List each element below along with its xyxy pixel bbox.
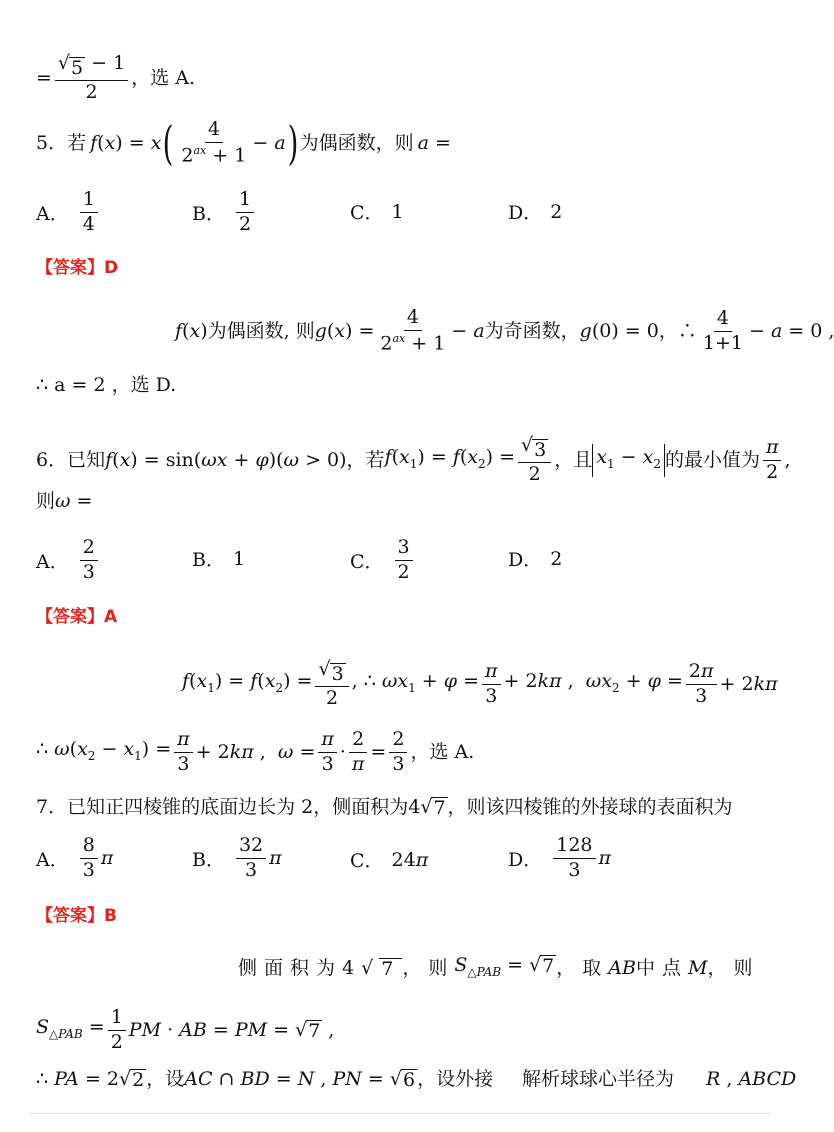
option-d[interactable]: D． 2 <box>508 200 563 224</box>
option-c[interactable]: C． 1 <box>350 200 404 224</box>
solution-7-line-3: ∴ PA = 2 √ 2 ，设 AC ∩ BD = N , PN = √ 6 ，设外接 解析球球心半径为 R , ABCD <box>36 1068 797 1091</box>
question-5-stem: 5． 若 f(x) = x ( $\frac{4}{2^{ax} + 1}$ − a ) 为偶函数，则 a = <box>36 116 451 171</box>
solution-5-line-1: f(x) 为偶函数, 则 g(x) = $\frac{4}{2^{ax} + 1}$ − a 为奇函数， g(0) = 0 ，∴ $\frac{4}{1+1}$ − a = 0 , <box>175 306 834 355</box>
solution-7-line-1: 侧面积为 4 √ 7 ，则 $S_{\triangle PAB}$ = √ 7 ，取 AB 中点 M ，则 <box>238 954 760 981</box>
option-a[interactable]: A． $\frac{8}{3}$ π <box>36 834 114 881</box>
solution-6-line-2: ∴ $\omega(x_2 - x_1)$ = $\frac{\pi}{3}$ + 2kπ , ω = $\frac{\pi}{3}$ · $\frac{2}{\pi}$ = $\frac{2}{3}$ ，选 A. <box>36 728 475 775</box>
solution-6-line-1: $f(x_1) = f(x_2)$ = √ 3 2 , ∴ $\omega x_1 + \varphi$ = $\frac{\pi}{3}$ + 2kπ , $\omega x_2 + \varphi$ = $\frac{2\pi}{3}$ + 2kπ <box>182 658 778 709</box>
question-6-stem-cont: 则 ω = <box>36 490 93 512</box>
option-a[interactable]: A． $\frac{1}{4}$ <box>36 190 101 235</box>
answer-badge-6: 【答案】A <box>36 607 118 627</box>
option-d[interactable]: D． $\frac{128}{3}$ π <box>508 834 611 881</box>
prev-answer-tail: = √ 5 − 1 2 ，选 A. <box>36 52 196 103</box>
question-7-stem: 7． 已知正四棱锥的底面边长为 2，侧面积为 4 √ 7 ，则该四棱锥的外接球的表面积为 <box>36 796 733 819</box>
solution-5-line-2: ∴ a = 2 ，选 D. <box>36 374 177 396</box>
answer-badge-7: 【答案】B <box>36 906 117 926</box>
option-b[interactable]: B． 1 <box>192 547 246 571</box>
question-6-stem: 6． 已知 f(x) = sin(ωx + φ)(ω > 0) ，若 $f(x_1) = f(x_2)$ = √ 3 2 ，且 $x_1 - x_2$ 的最小值为 $\frac{\pi}{2}$ , <box>36 434 791 485</box>
option-c[interactable]: C． 24 π <box>350 848 429 872</box>
option-d[interactable]: D． 2 <box>508 547 563 571</box>
option-b[interactable]: B． $\frac{32}{3}$ π <box>192 834 282 881</box>
option-b[interactable]: B． $\frac{1}{2}$ <box>192 190 257 235</box>
page-bottom-edge <box>30 1113 770 1114</box>
option-c[interactable]: C． $\frac{3}{2}$ <box>350 538 416 583</box>
answer-badge-5: 【答案】D <box>36 258 119 278</box>
fraction: √ 5 − 1 2 <box>55 54 128 103</box>
solution-7-line-2: $S_{\triangle PAB}$ = $\frac{1}{2}$ PM · AB = PM = √ 7 , <box>36 1006 335 1053</box>
option-a[interactable]: A． $\frac{2}{3}$ <box>36 538 101 583</box>
